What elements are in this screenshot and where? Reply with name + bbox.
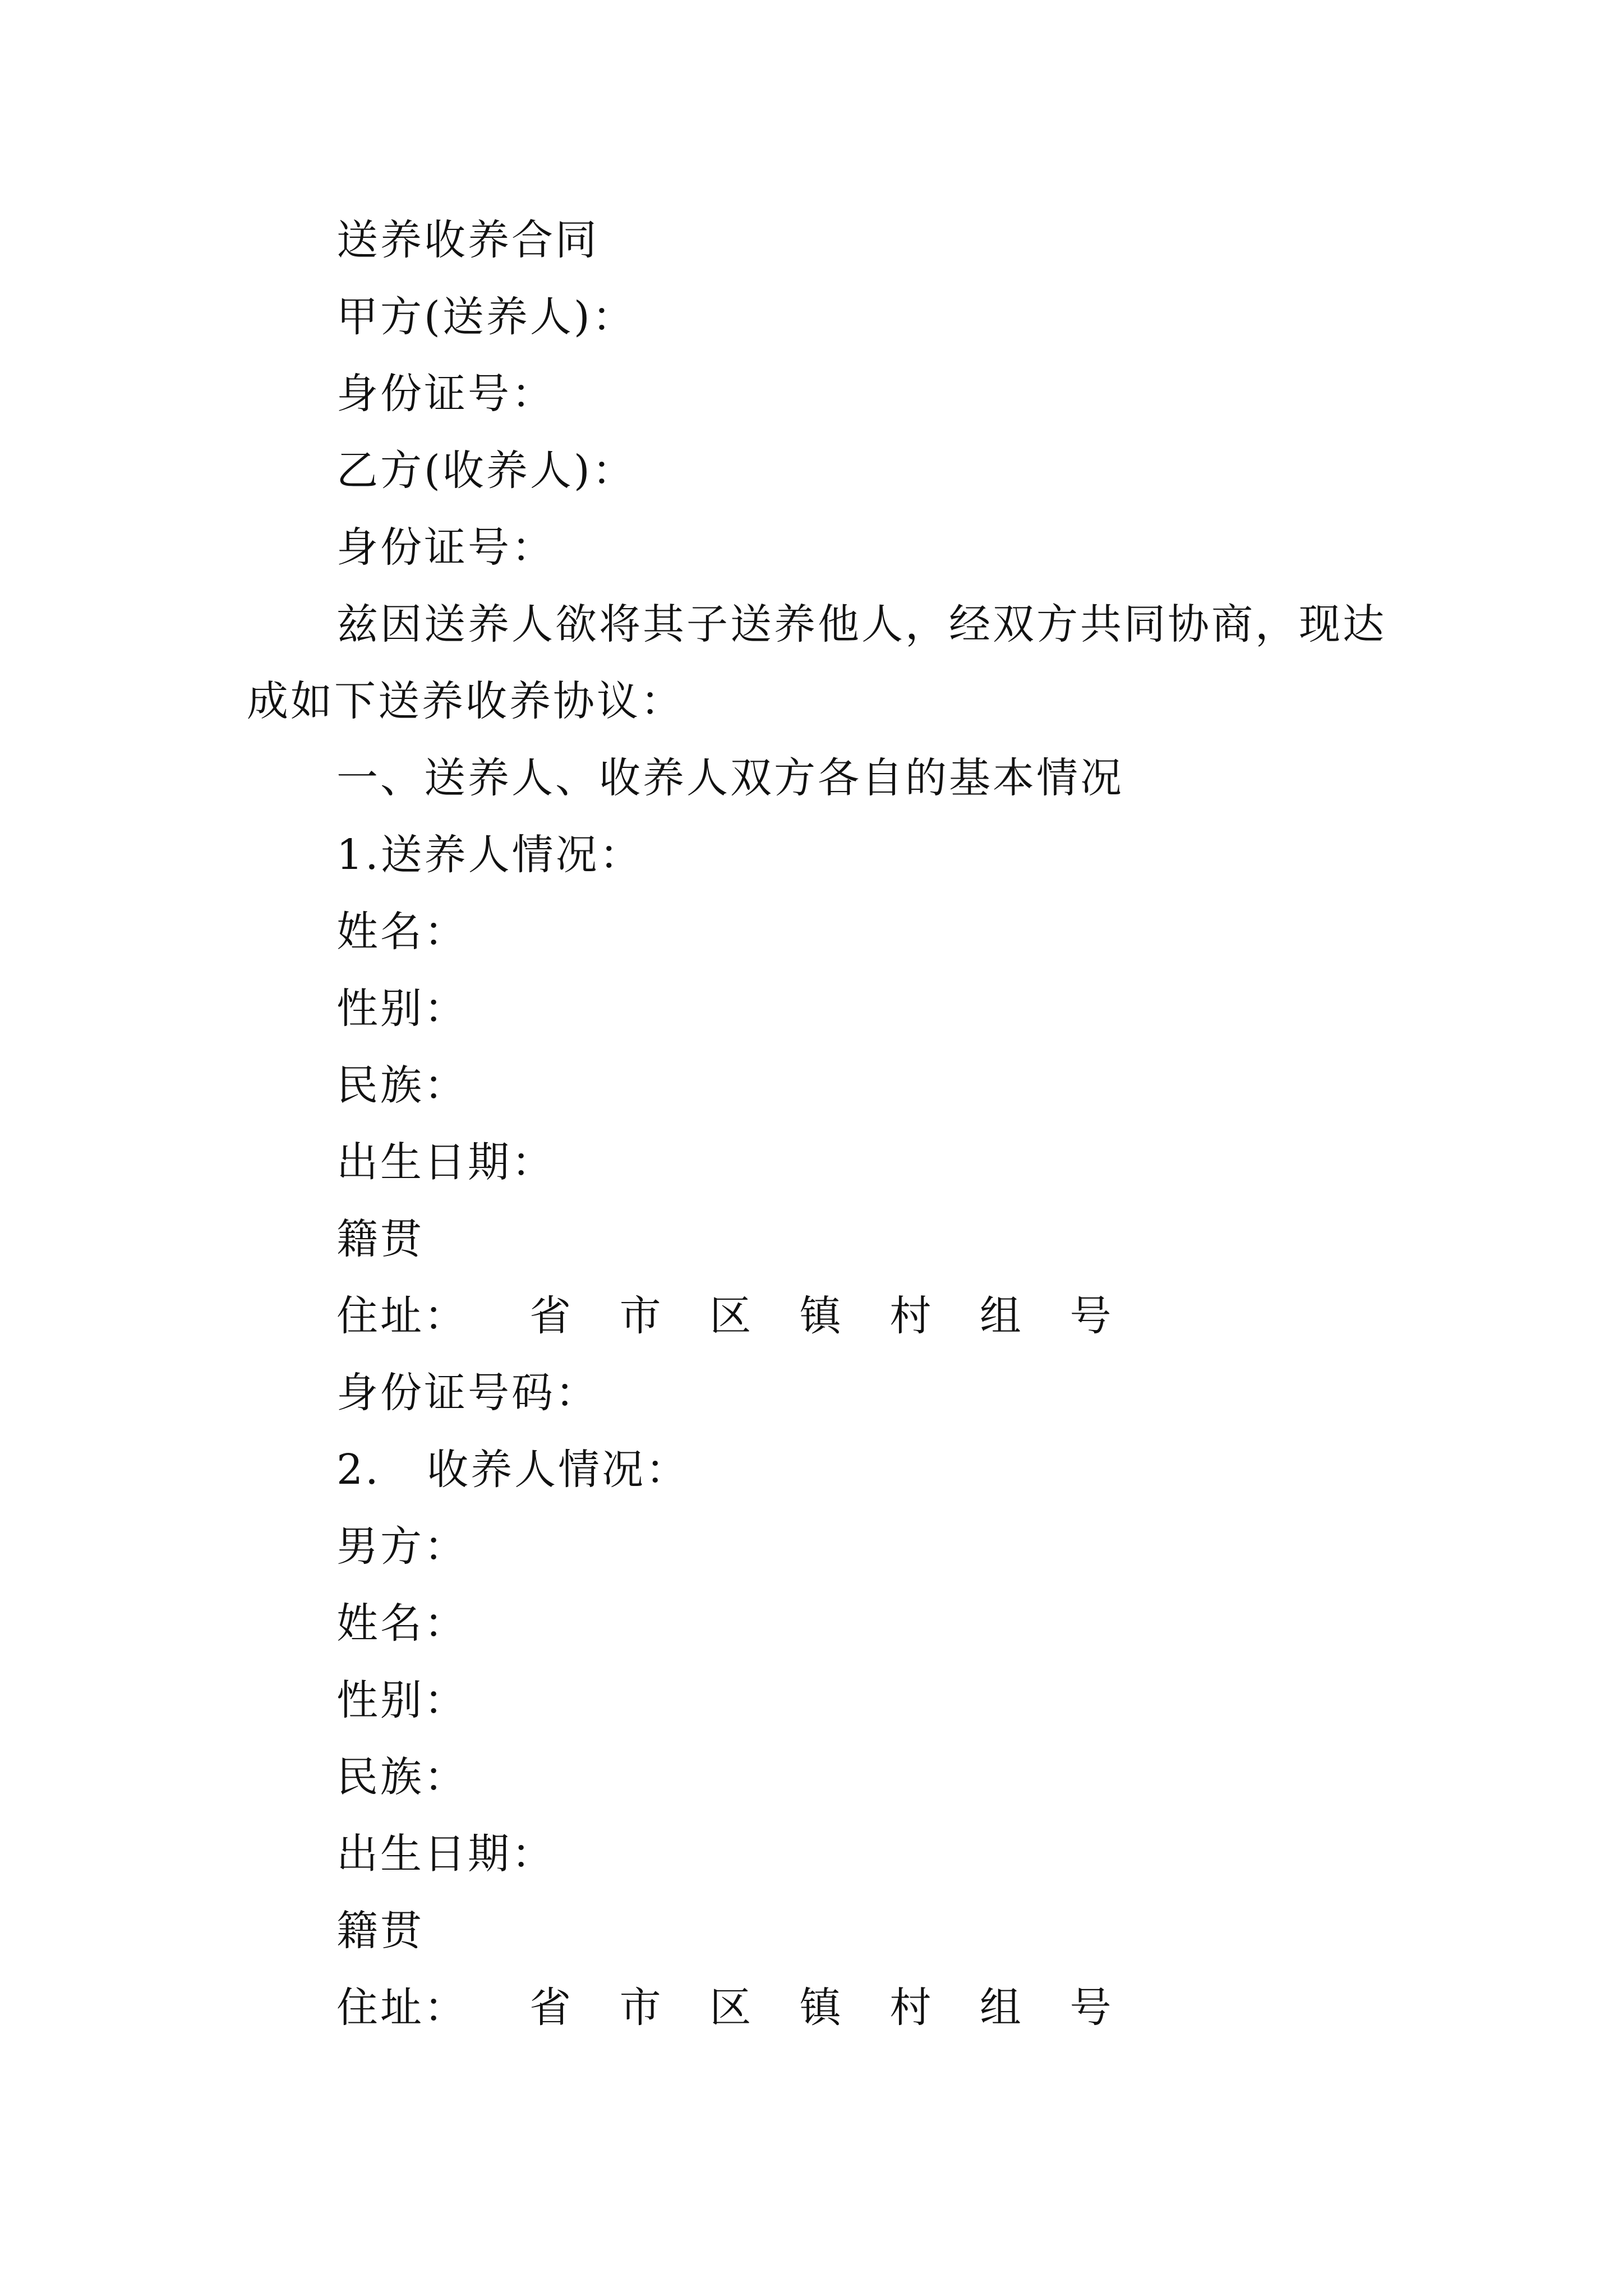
intro-line-2: 成如下送养收养协议： bbox=[247, 677, 684, 725]
subsection-adopter: 2. 收养人情况： bbox=[336, 1446, 690, 1494]
adopter-field-birthdate: 出生日期： bbox=[336, 1830, 555, 1878]
adopter-field-address: 住址： 省 市 区 镇 村 组 号 bbox=[336, 1984, 1114, 2032]
intro-line-1: 兹因送养人欲将其子送养他人，经双方共同协商，现达 bbox=[336, 600, 1386, 648]
adopter-field-male: 男方： bbox=[336, 1522, 468, 1571]
sender-field-ethnicity: 民族： bbox=[336, 1061, 468, 1110]
sender-field-address: 住址： 省 市 区 镇 村 组 号 bbox=[336, 1292, 1114, 1340]
adopter-field-origin: 籍贯 bbox=[336, 1907, 424, 1955]
party-b-label: 乙方(收养人)： bbox=[336, 447, 636, 495]
adopter-field-gender: 性别： bbox=[336, 1676, 468, 1724]
sender-field-id: 身份证号码： bbox=[336, 1369, 599, 1417]
section-heading: 一、送养人、收养人双方各自的基本情况 bbox=[336, 754, 1124, 802]
sender-field-name: 姓名： bbox=[336, 908, 468, 956]
party-b-id-label: 身份证号： bbox=[336, 523, 555, 572]
sender-field-origin: 籍贯 bbox=[336, 1215, 424, 1263]
adopter-field-ethnicity: 民族： bbox=[336, 1753, 468, 1801]
sender-field-gender: 性别： bbox=[336, 984, 468, 1033]
party-a-id-label: 身份证号： bbox=[336, 370, 555, 418]
sender-field-birthdate: 出生日期： bbox=[336, 1138, 555, 1186]
document-body bbox=[247, 202, 1391, 2046]
subsection-sender: 1.送养人情况： bbox=[336, 831, 643, 879]
party-a-label: 甲方(送养人)： bbox=[336, 293, 636, 341]
adopter-field-name: 姓名： bbox=[336, 1599, 468, 1648]
document-title: 送养收养合同 bbox=[336, 216, 599, 264]
